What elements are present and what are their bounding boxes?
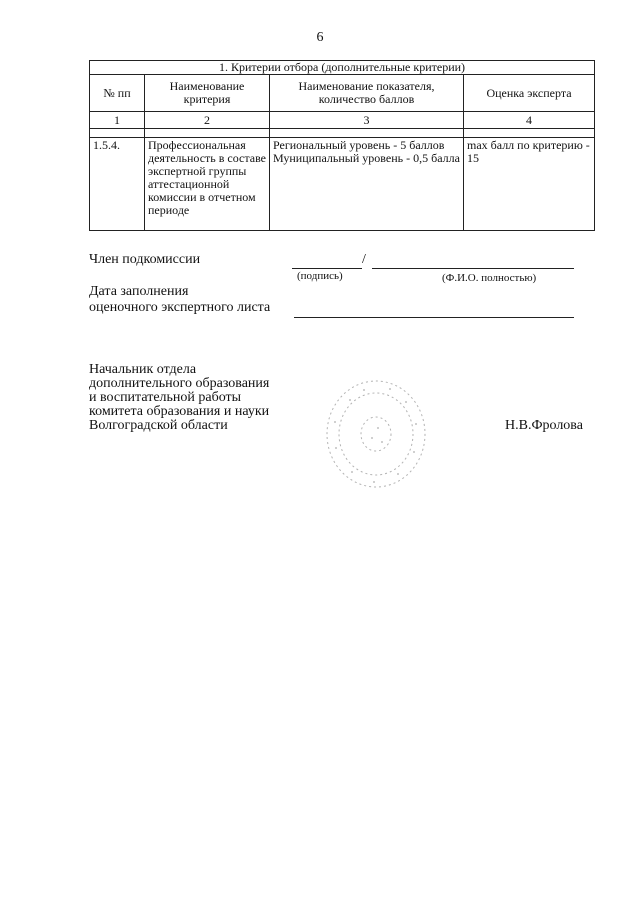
head-title-line: Начальник отдела: [89, 362, 197, 377]
column-number: 4: [464, 112, 595, 129]
page-number: 6: [316, 30, 324, 45]
header-score: Оценка эксперта: [464, 75, 595, 112]
column-number: 1: [90, 112, 145, 129]
column-number: 2: [145, 112, 270, 129]
column-number: 3: [270, 112, 464, 129]
criteria-table: [89, 60, 595, 231]
name-caption: (Ф.И.О. полностью): [442, 272, 537, 284]
header-criterion: Наименование критерия: [145, 75, 270, 112]
table-header-row: [90, 75, 595, 112]
head-name: Н.В.Фролова: [505, 418, 583, 433]
head-title-line: и воспитательной работы: [89, 390, 242, 405]
head-title-line: дополнительного образования: [89, 376, 270, 391]
date-line: [294, 317, 574, 318]
sign-caption: (подпись): [297, 270, 343, 282]
member-label: Член подкомиссии: [89, 252, 201, 267]
date-label: оценочного экспертного листа: [89, 300, 271, 315]
header-indicator: Наименование показателя, количество баллов: [270, 75, 464, 112]
head-title-line: Волгоградской области: [89, 418, 228, 433]
row-criterion: Профессиональная деятельность в составе экспертной группы аттестационной комиссии в отчетном периоде: [145, 138, 270, 231]
signature-line: [292, 268, 362, 269]
date-label: Дата заполнения: [89, 284, 189, 299]
spacer-row: [90, 129, 595, 138]
row-num: 1.5.4.: [90, 138, 145, 231]
seal-stamp: [324, 378, 428, 490]
table-row: [90, 138, 595, 231]
signature-slash: /: [362, 252, 366, 267]
header-num: № пп: [90, 75, 145, 112]
row-score: max балл по критерию - 15: [464, 138, 595, 231]
table-title: 1. Критерии отбора (дополнительные критерии): [90, 61, 595, 75]
table-title-row: [90, 61, 595, 75]
row-indicator: Региональный уровень - 5 баллов Муниципальный уровень - 0,5 балла: [270, 138, 464, 231]
head-title-line: комитета образования и науки: [89, 404, 270, 419]
name-line: [372, 268, 574, 269]
column-number-row: [90, 112, 595, 129]
